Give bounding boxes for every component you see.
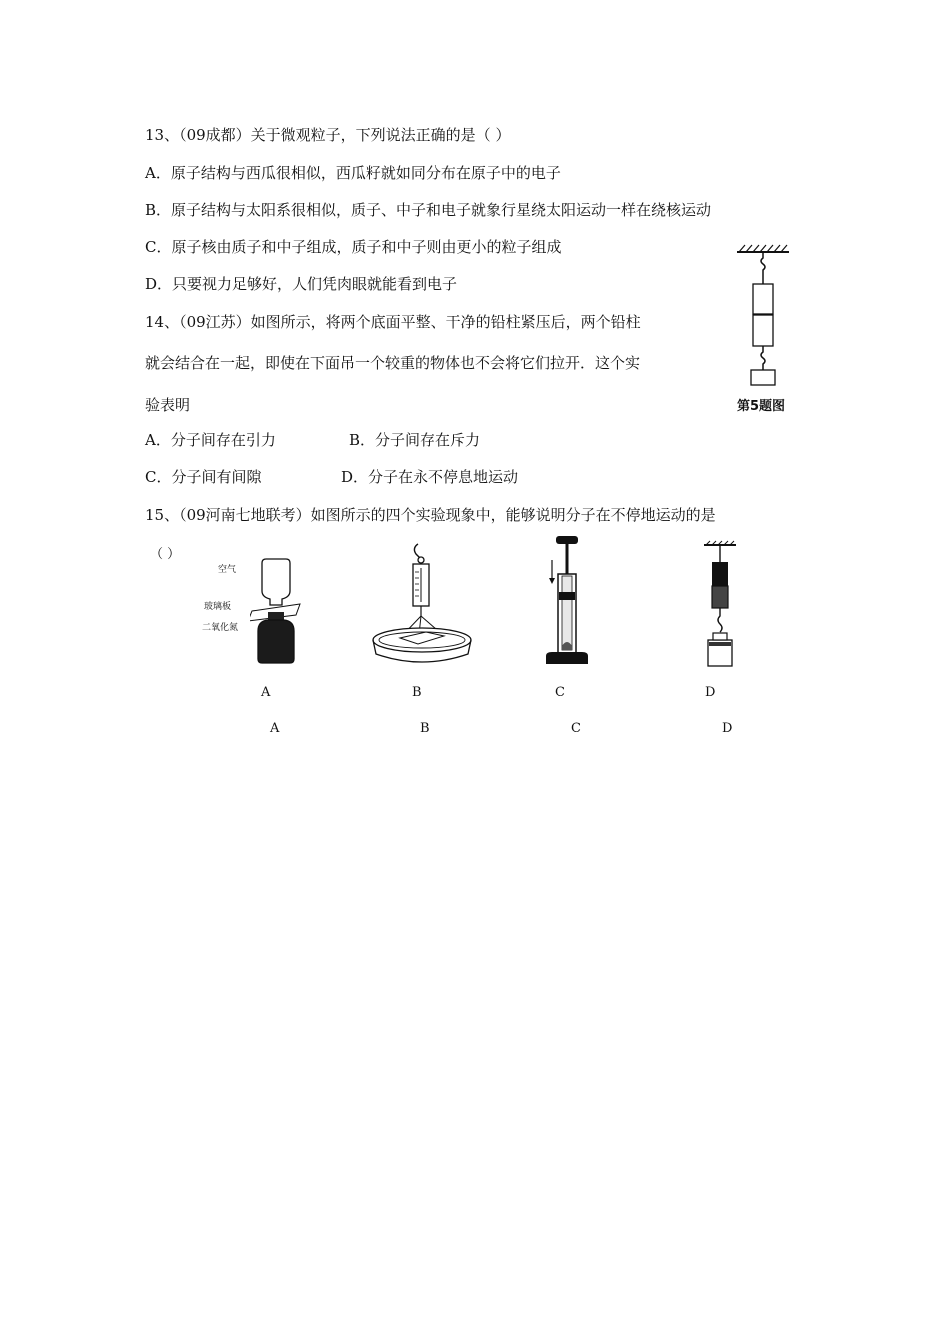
q14-option-a: A．分子间存在引力 bbox=[145, 431, 276, 449]
hanging-cylinders-figure bbox=[700, 540, 740, 670]
compression-cylinder-figure bbox=[540, 534, 594, 670]
q14-option-c: C．分子间有间隙 bbox=[145, 468, 262, 486]
option-letter-c: C bbox=[571, 721, 581, 736]
figure-letter-c: C bbox=[555, 685, 565, 700]
q13-option-c: C．原子核由质子和中子组成，质子和中子则由更小的粒子组成 bbox=[145, 238, 562, 256]
figure-letter-a: A bbox=[261, 685, 271, 700]
q13-stem: 13、（09成都）关于微观粒子，下列说法正确的是（ ） bbox=[145, 126, 511, 144]
option-letter-d: D bbox=[722, 721, 733, 736]
q15-answer-paren: （ ） bbox=[150, 547, 181, 562]
spring-scale-water-figure bbox=[370, 540, 474, 666]
q15-stem: 15、（09河南七地联考）如图所示的四个实验现象中，能够说明分子在不停地运动的是 bbox=[145, 506, 716, 524]
lead-cylinders-figure bbox=[735, 242, 793, 392]
q14-stem-line1: 14、（09江苏）如图所示，将两个底面平整、干净的铅柱紧压后，两个铅柱 bbox=[145, 313, 641, 331]
q13-option-d: D．只要视力足够好，人们凭肉眼就能看到电子 bbox=[145, 275, 458, 293]
q14-stem-line3: 验表明 bbox=[145, 396, 191, 414]
q14-stem-line2: 就会结合在一起，即使在下面吊一个较重的物体也不会将它们拉开．这个实 bbox=[145, 354, 641, 372]
figure-letter-d: D bbox=[705, 685, 716, 700]
label-glass-plate: 玻璃板 bbox=[204, 602, 232, 612]
q13-option-b: B．原子结构与太阳系很相似，质子、中子和电子就象行星绕太阳运动一样在绕核运动 bbox=[145, 201, 712, 219]
label-air: 空气 bbox=[218, 565, 237, 575]
figure-letter-b: B bbox=[412, 685, 422, 700]
q13-option-a: A．原子结构与西瓜很相似，西瓜籽就如同分布在原子中的电子 bbox=[145, 164, 561, 182]
q14-option-d: D．分子在永不停息地运动 bbox=[341, 468, 519, 486]
gas-diffusion-figure bbox=[250, 555, 302, 667]
label-nitrogen-dioxide: 二氧化氮 bbox=[202, 623, 239, 633]
q14-figure-caption: 第5题图 bbox=[737, 399, 786, 414]
option-letter-b: B bbox=[420, 721, 430, 736]
option-letter-a: A bbox=[270, 721, 280, 736]
q14-option-b: B．分子间存在斥力 bbox=[349, 431, 481, 449]
